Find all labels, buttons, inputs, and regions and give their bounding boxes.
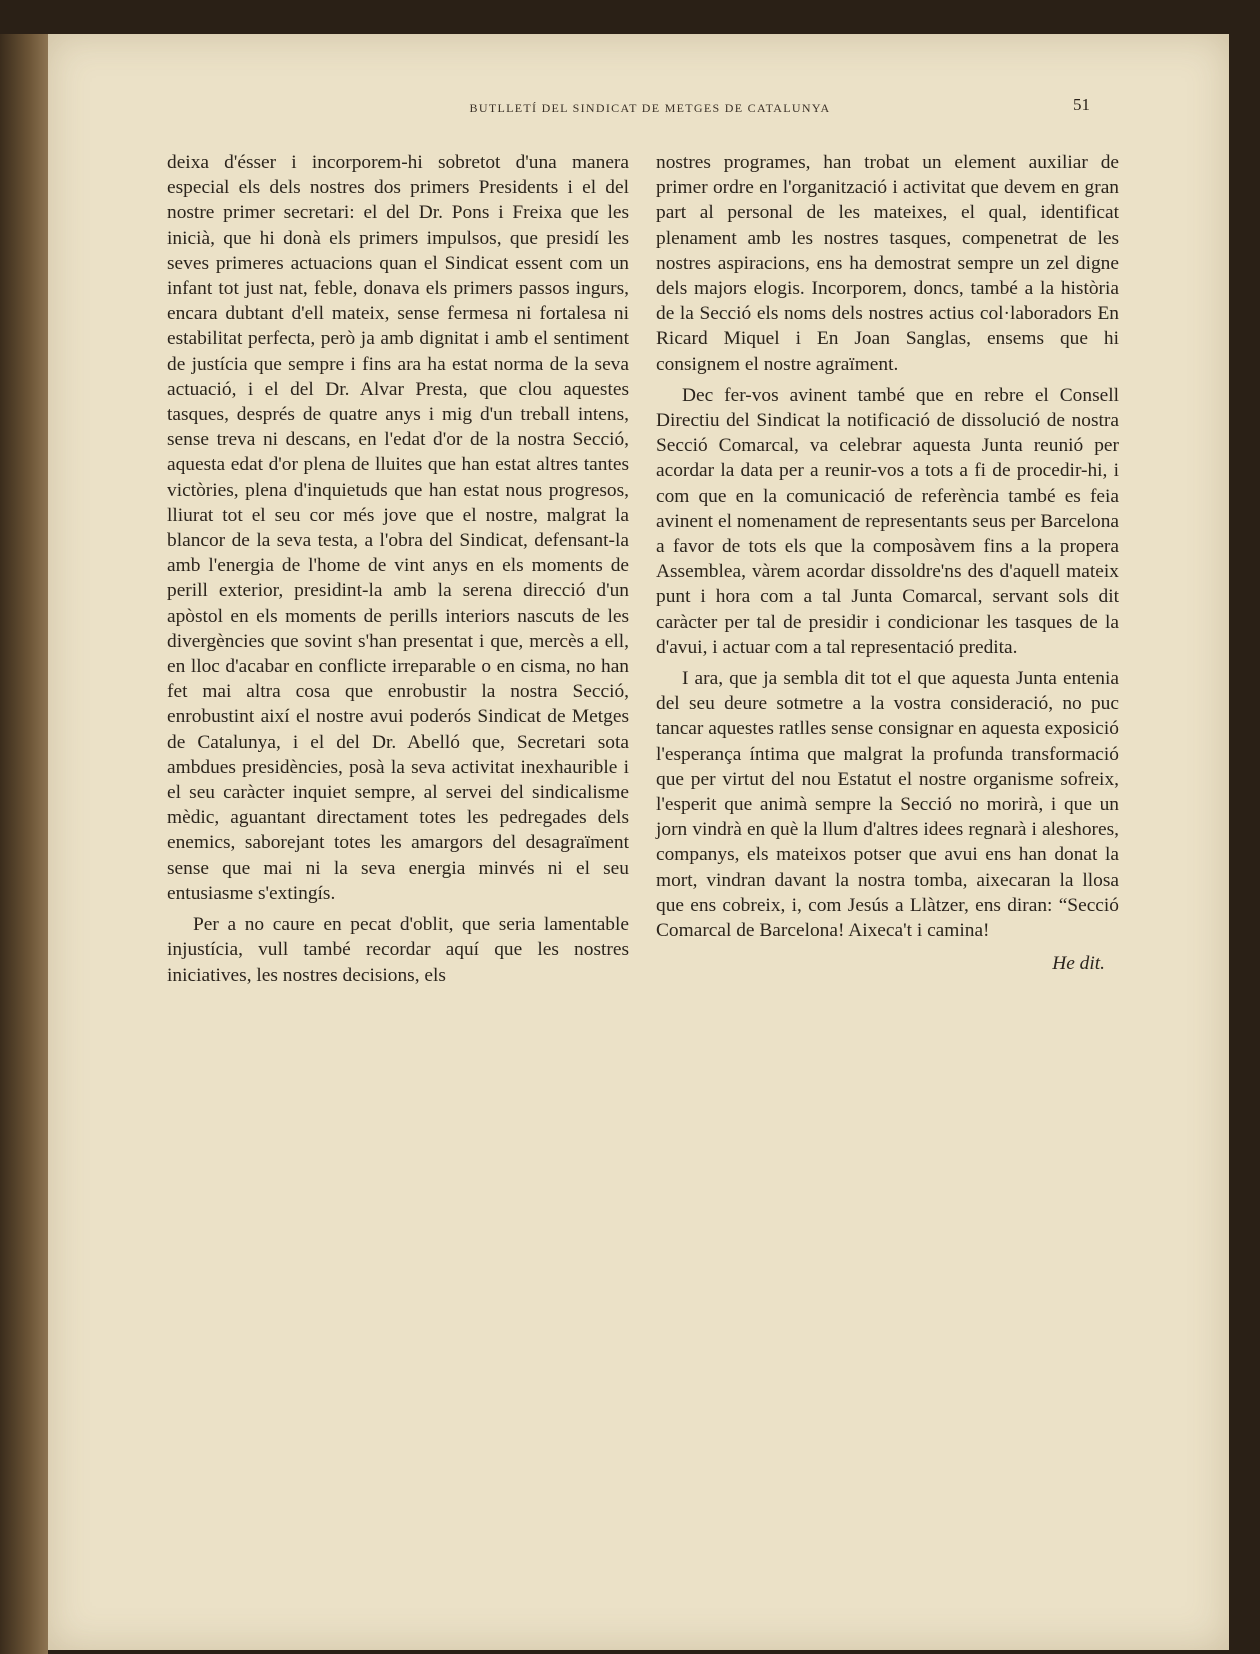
right-paragraph-1: nostres programes, han trobat un element auxiliar de primer ordre en l'organització i activitat que devem en gran part al personal de les mateixes, el qual, identificat plenament amb les nostres tasques, compenetrat de les nostres aspiracions, ens ha demostrat sempre un zel digne dels majors elogis. Incorporem, doncs, també a la història de la Secció els noms dels nostres actius col·laboradors En Ricard Miquel i En Joan Sanglas, ensems que hi consignem el nostre agraïment.: [656, 152, 1119, 375]
signoff: He dit.: [1052, 953, 1105, 975]
right-column: [656, 150, 1119, 977]
left-paragraph-1: deixa d'ésser i incorporem-hi sobretot d'una manera especial els dels nostres dos primers Presidents i el del nostre primer secretari: el del Dr. Pons i Freixa que les inicià, que hi donà els primers impulsos, que presidí les seves primeres actuacions quan el Sindicat essent com un infant tot just nat, feble, donava els primers passos ingurs, encara dubtant d'ell mateix, sense fermesa ni fortalesa ni estabilitat perfecta, però ja amb dignitat i amb el sentiment de justícia que sempre i fins ara ha estat norma de la seva actuació, i el del Dr. Alvar Presta, que clou aquestes tasques, després de quatre anys i mig d'un treball intens, sense treva ni descans, en l'edat d'or de la nostra Secció, aquesta edat d'or plena de lluites que han estat altres tantes victòries, plena d'inquietuds que han estat nous progresos, lliurat tot el seu cor més jove que el nostre, malgrat la blancor de la seva testa, a l'obra del Sindicat, defensant-la amb l'energia de l'home de vint anys en els moments de perill exterior, presidint-la amb la serena direcció d'un apòstol en els moments de perills interiors nascuts de les divergències que sovint s'han presentat i que, mercès a ell, en lloc d'acabar en conflicte irreparable o en cisma, no han fet mai altra cosa que enrobustir la nostra Secció, enrobustint així el nostre avui poderós Sindicat de Metges de Catalunya, i el del Dr. Abelló que, Secretari sota ambdues presidències, posà la seva activitat inexhaurible i el seu caràcter inquiet sempre, al servei del sindicalisme mèdic, aguantant directament totes les pedregades dels enemics, saborejant totes les amargors del desagraïment sense que mai ni la seva energia minvés ni el seu entusiasme s'extingís.: [167, 152, 629, 904]
running-head: BUTLLETÍ DEL SINDICAT DE METGES DE CATALUNYA: [469, 101, 831, 115]
right-paragraph-3: I ara, que ja sembla dit tot el que aquesta Junta entenia del seu deure sotmetre a la vostra consideració, no puc tancar aquestes ratlles sense consignar en aquesta exposició l'esperança íntima que malgrat la profunda transformació que per virtut del nou Estatut el nostre organisme sofreix, l'esperit que animà sempre la Secció no morirà, i que un jorn vindrà en què la llum d'altres idees regnarà i aleshores, companys, els mateixos potser que avui ens han donat la mort, vindran davant la nostra tomba, aixecaran la llosa que ens cobreix, i, com Jesús a Llàtzer, ens diran: “Secció Comarcal de Barcelona! Aixeca't i camina!: [656, 668, 1119, 942]
left-paragraph-2: Per a no caure en pecat d'oblit, que seria lamentable injustícia, vull també recordar aquí que les nostres iniciatives, les nostres decisions, els: [167, 914, 629, 986]
right-paragraph-2: Dec fer-vos avinent també que en rebre el Consell Directiu del Sindicat la notificació de dissolució de nostra Secció Comarcal, va celebrar aquesta Junta reunió per acordar la data per a reunir-vos a tots a fi de procedir-hi, i com que en la comunicació de referència també es feia avinent el nomenament de representants seus per Barcelona a favor de tots els que la composàvem fins a la propera Assemblea, vàrem acordar dissoldre'ns des d'aquell mateix punt i hora com a tal Junta Comarcal, servant sols dit caràcter per tal de presidir i condicionar les tasques de la d'avui, i actuar com a tal representació predita.: [656, 384, 1119, 658]
page-number: 51: [1073, 95, 1090, 114]
page-binding-edge: [0, 34, 48, 1654]
left-column: [167, 150, 629, 988]
page-header: [160, 95, 1090, 119]
